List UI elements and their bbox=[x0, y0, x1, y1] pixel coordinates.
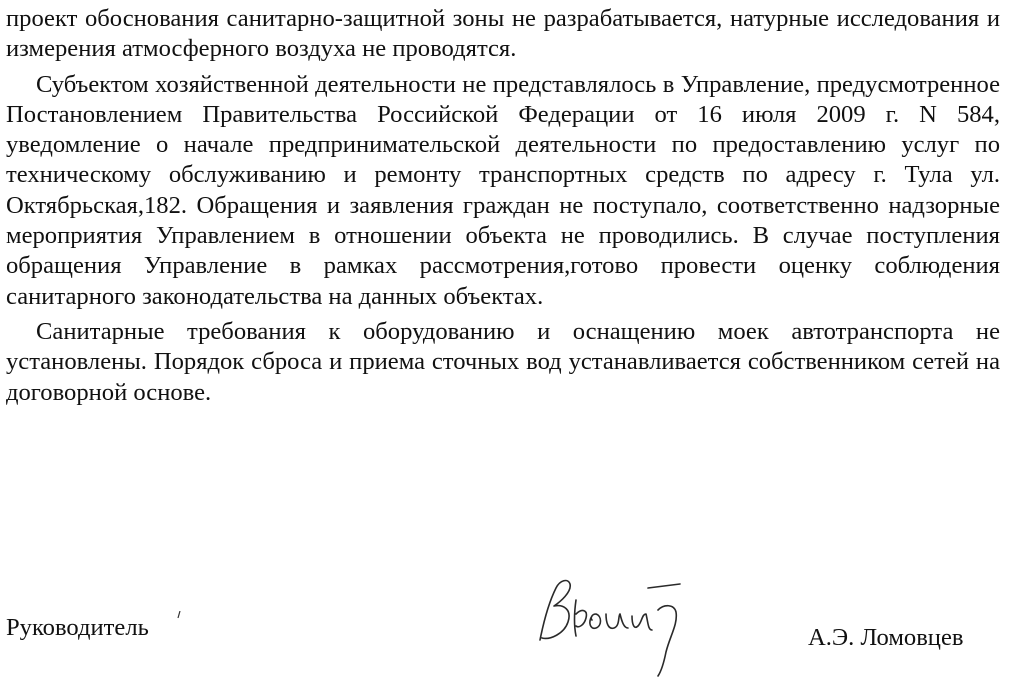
document-body bbox=[6, 4, 1000, 408]
stray-mark-icon bbox=[176, 611, 182, 619]
signature-block bbox=[0, 560, 1014, 682]
paragraph-entity-notification: Субъектом хозяйственной деятельности не представлялось в Управление, предусмотренное Постановлением Правительства Российской Федерации от 16 июля 2009 г. N 584, уведомление о начале предпринимательской деятельности по предоставлению услуг по техническому обслуживанию и ремонту транспортных средств по адресу г. Тула ул. Октябрьская,182. Обращения и заявления граждан не поступало, соответственно надзорные мероприятия Управлением в отношении объекта не проводились. В случае поступления обращения Управление в рамках рассмотрения,готово провести оценку соблюдения санитарного законодательства на данных объектах. bbox=[6, 70, 1000, 310]
paragraph-sanitary-requirements: Санитарные требования к оборудованию и оснащению моек автотранспорта не установлены. Порядок сброса и приема сточных вод устанавливается собственником сетей на договорной основе. bbox=[6, 317, 1000, 406]
signatory-title: Руководитель bbox=[6, 614, 149, 641]
paragraph-intro: проект обоснования санитарно-защитной зоны не разрабатывается, натурные исследования и измерения атмосферного воздуха не проводятся. bbox=[6, 5, 1000, 63]
signatory-name: А.Э. Ломовцев bbox=[808, 624, 964, 651]
handwritten-signature bbox=[530, 570, 690, 680]
